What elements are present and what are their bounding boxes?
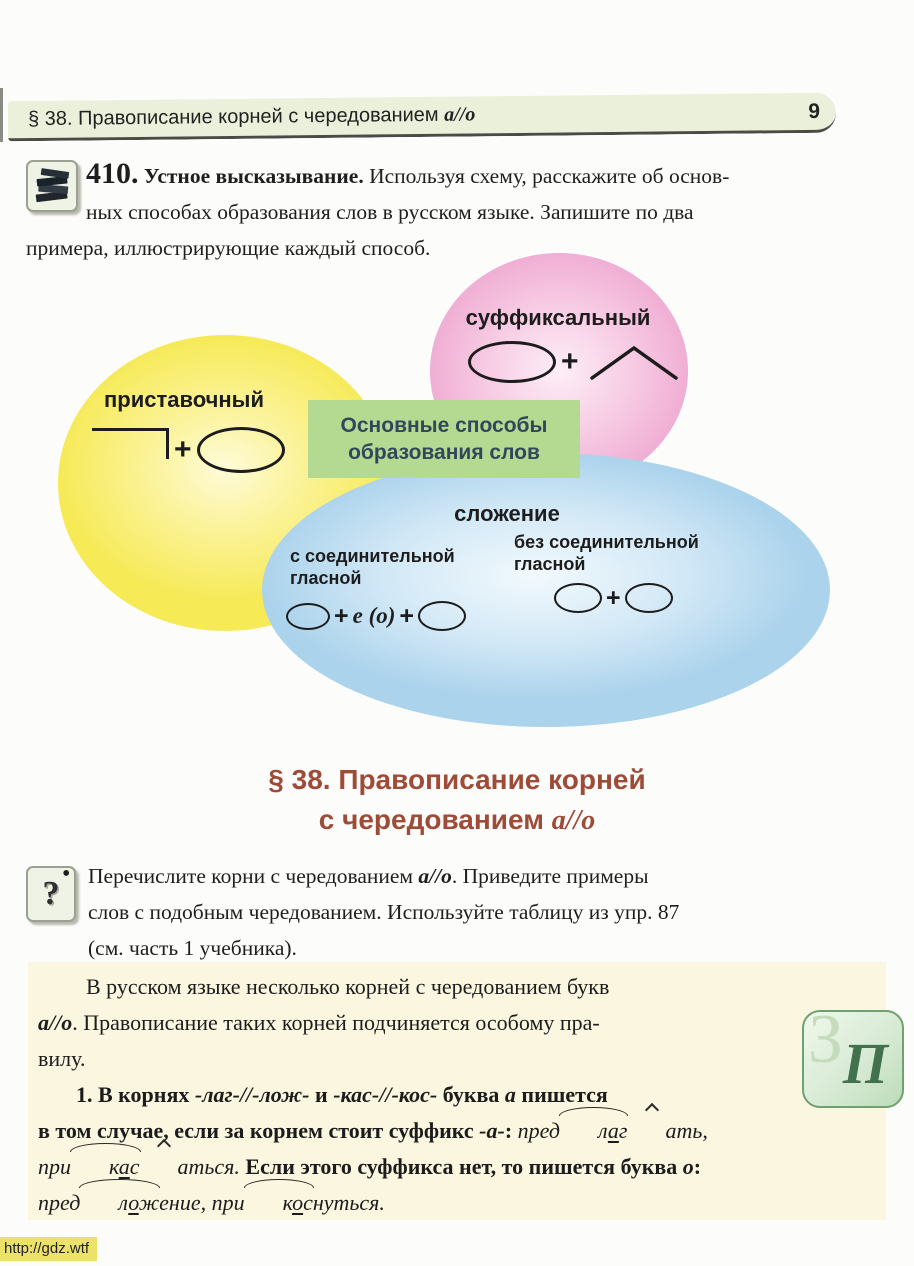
- plus-sign: +: [606, 583, 621, 612]
- badge-letter-front: П: [842, 1031, 888, 1096]
- rule-paragraph-1: В русском языке несколько корней с чередованием букв а//о. Правописание таких корней подчиняется особому пра- вилу.: [38, 974, 610, 1071]
- rule-text: [38, 969, 822, 1221]
- question-icon: ?: [26, 866, 76, 922]
- section-heading-line1: § 38. Правописание корней: [268, 764, 646, 795]
- root-oval-symbol: [197, 427, 285, 473]
- composition-method-label: сложение: [454, 501, 560, 526]
- bullet-marker: •: [62, 861, 71, 887]
- root-oval-symbol: [418, 601, 466, 631]
- plus-sign: +: [174, 433, 192, 466]
- with-vowel-label: с соединительной гласной: [290, 546, 455, 588]
- diagram-center-box: [308, 400, 580, 478]
- section-heading: [0, 760, 914, 841]
- page-header-bar: [8, 93, 836, 142]
- rule-block: [28, 962, 886, 1220]
- running-head-title: § 38. Правописание корней с чередованием а//о: [27, 103, 476, 131]
- without-vowel-formula: [554, 583, 673, 613]
- plus-sign: +: [561, 345, 579, 378]
- rule-paragraph-2: 1. В корнях -лаг-//-лож- и -кас-//-кос- буква а пишется в том случае, если за корнем стоит суффикс -а-: пред лаг ать, при кас аться. Если этого суффикса нет, то пишется буква о: пред ложение, при коснуться.: [38, 1077, 822, 1221]
- suffix-formula: [468, 341, 684, 383]
- watermark-link[interactable]: http://gdz.wtf: [0, 1237, 97, 1261]
- intro-question-text: • Перечислите корни с чередованием а//о. Приведите примеры слов с подобным чередованием. Используйте таблицу из упр. 87 (см. часть 1 учебника).: [88, 858, 888, 966]
- center-box-line2: образования слов: [348, 441, 540, 464]
- section-heading-line2: с чередованием а//о: [318, 804, 596, 836]
- prefix-symbol-icon: [92, 428, 169, 459]
- scan-artifact: [0, 88, 3, 142]
- badge-letter-back: З: [808, 1001, 844, 1078]
- composition-method-bubble: [262, 453, 830, 727]
- plus-sign: +: [399, 601, 414, 630]
- root-oval-symbol: [286, 603, 330, 630]
- remember-rule-badge: [802, 1001, 904, 1108]
- connecting-vowel-text: е (о): [352, 603, 396, 628]
- page-number: 9: [808, 99, 821, 123]
- root-oval-symbol: [554, 583, 602, 613]
- with-vowel-formula: [286, 601, 466, 631]
- without-vowel-label: без соединительной гласной: [514, 532, 699, 574]
- suffix-caret-icon: [584, 342, 684, 382]
- prefix-formula: [92, 427, 285, 473]
- suffix-method-label: суффиксальный: [465, 305, 651, 330]
- plus-sign: +: [334, 601, 349, 630]
- root-oval-symbol: [468, 341, 556, 383]
- prefix-method-label: приставочный: [104, 387, 264, 412]
- books-icon: [26, 160, 78, 212]
- exercise-410: [26, 156, 886, 266]
- exercise-text: 410. Устное высказывание. Используя схему, расскажите об основ- ных способах образования слов в русском языке. Запишите по два примера, иллюстрирующие каждый способ.: [26, 157, 730, 260]
- center-box-line1: Основные способы: [340, 414, 548, 437]
- root-oval-symbol: [625, 583, 673, 613]
